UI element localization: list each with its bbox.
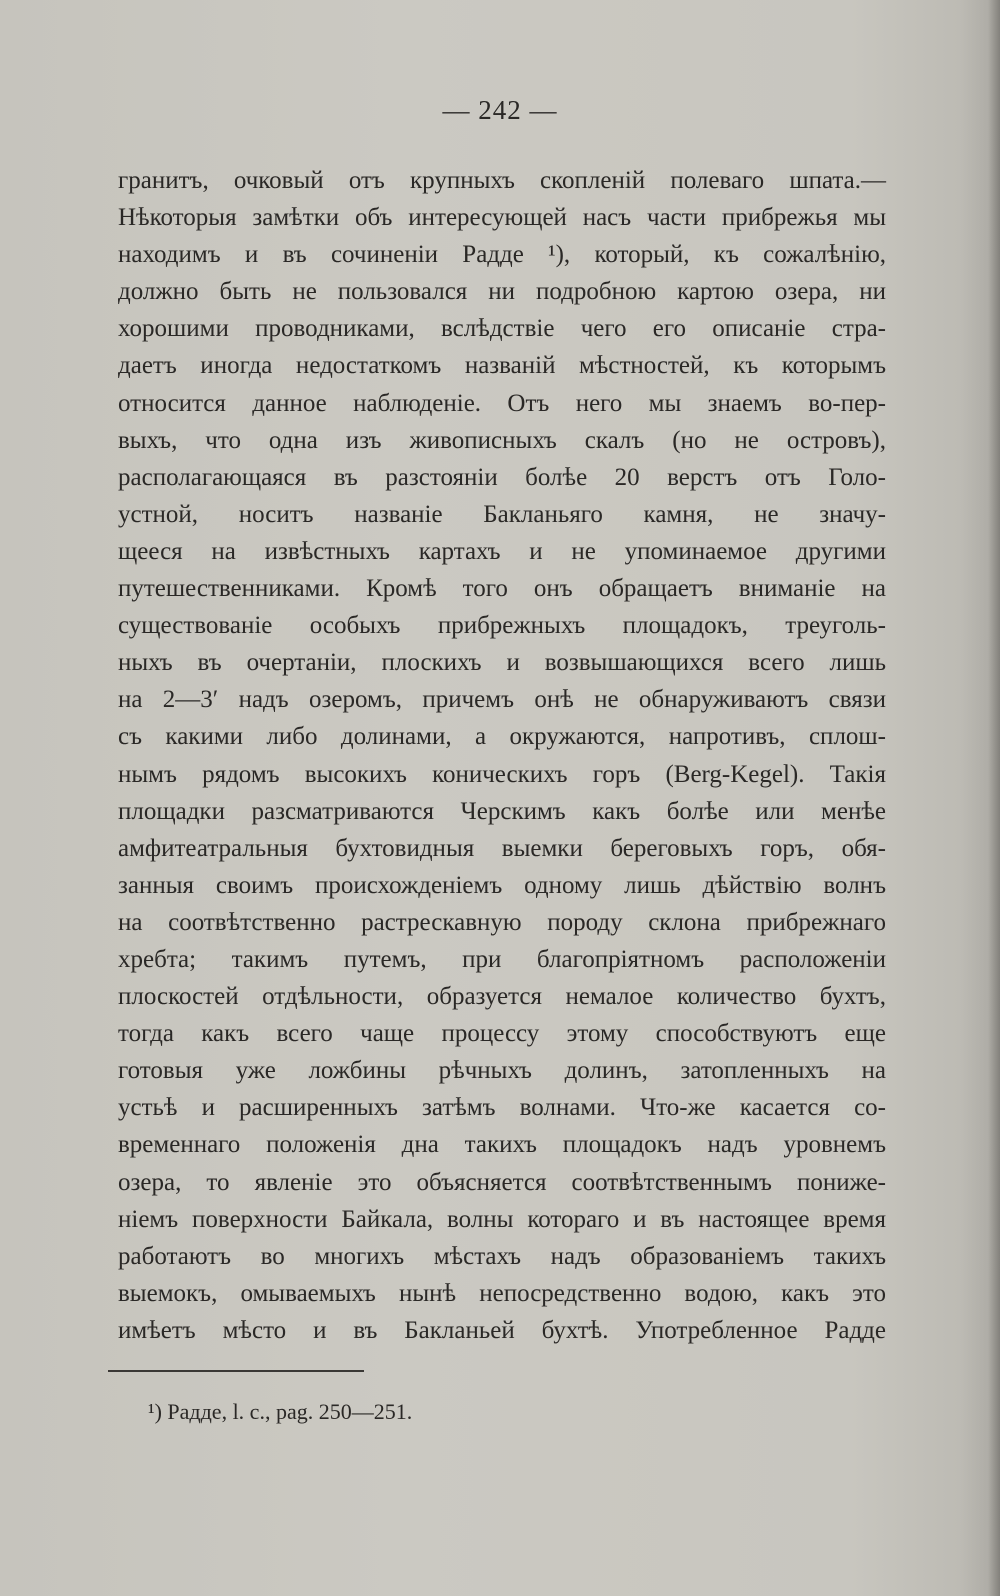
text-line: тогда какъ всего чаще процессу этому способствуютъ еще <box>118 1020 886 1048</box>
text-line: работаютъ во многихъ мѣстахъ надъ образованіемъ такихъ <box>118 1242 886 1270</box>
text-line: озера, то явленіе это объясняется соотвѣтственнымъ пониже- <box>118 1168 886 1196</box>
text-line: щееся на извѣстныхъ картахъ и не упоминаемое другими <box>118 537 886 565</box>
text-line: выхъ, что одна изъ живописныхъ скалъ (но не островъ), <box>118 426 886 454</box>
page-edge-shadow <box>988 0 1000 1596</box>
text-line: готовыя уже ложбины рѣчныхъ долинъ, затопленныхъ на <box>118 1057 886 1085</box>
text-line: устьѣ и расширенныхъ затѣмъ волнами. Что-же касается со- <box>118 1094 886 1122</box>
text-line: должно быть не пользовался ни подробною картою озера, ни <box>118 278 886 306</box>
text-line: занныя своимъ происхожденіемъ одному лишь дѣйствію волнъ <box>118 871 886 899</box>
text-line: хребта; такимъ путемъ, при благопріятномъ расположеніи <box>118 945 886 973</box>
text-line: плоскостей отдѣльности, образуется немалое количество бухтъ, <box>118 983 886 1011</box>
text-line: Нѣкоторыя замѣтки объ интересующей насъ части прибрежья мы <box>118 204 886 232</box>
text-line: нымъ рядомъ высокихъ коническихъ горъ (Berg-Kegel). Такія <box>118 760 886 788</box>
text-line: находимъ и въ сочиненіи Радде ¹), который, къ сожалѣнію, <box>118 241 886 269</box>
text-line: съ какими либо долинами, а окружаются, напротивъ, сплош- <box>118 723 886 751</box>
text-line: на соотвѣтственно растрескавную породу склона прибрежнаго <box>118 908 886 936</box>
text-line: устной, носитъ названіе Бакланьяго камня, не значу- <box>118 500 886 528</box>
text-line: путешественниками. Кромѣ того онъ обращаетъ вниманіе на <box>118 575 886 603</box>
text-line: гранитъ, очковый отъ крупныхъ скопленій полеваго шпата.— <box>118 167 886 194</box>
text-line: относится данное наблюденіе. Отъ него мы знаемъ во-пер- <box>118 389 886 417</box>
footnote: ¹) Радде, l. c., pag. 250—251. <box>148 1399 413 1424</box>
text-line: ныхъ въ очертаніи, плоскихъ и возвышающихся всего лишь <box>118 649 886 677</box>
text-line: площадки разсматриваются Черскимъ какъ болѣе или менѣе <box>118 797 886 825</box>
page-number: — 242 — <box>442 95 558 125</box>
text-line: существованіе особыхъ прибрежныхъ площадокъ, треуголь- <box>118 612 886 640</box>
text-line: ніемъ поверхности Байкала, волны котораго и въ настоящее время <box>118 1205 886 1233</box>
text-line: амфитеатральныя бухтовидныя выемки береговыхъ горъ, обя- <box>118 834 886 862</box>
footnote-divider <box>108 1370 364 1372</box>
text-line: выемокъ, омываемыхъ нынѣ непосредственно водою, какъ это <box>118 1279 886 1307</box>
text-line: имѣетъ мѣсто и въ Бакланьей бухтѣ. Употребленное Радде <box>118 1316 886 1344</box>
text-line: даетъ иногда недостаткомъ названій мѣстностей, къ которымъ <box>118 352 886 380</box>
body-text <box>118 162 886 1349</box>
text-line: на 2—3′ надъ озеромъ, причемъ онѣ не обнаруживаютъ связи <box>118 686 886 714</box>
text-line: хорошими проводниками, вслѣдствіе чего его описаніе стра- <box>118 315 886 343</box>
text-line: временнаго положенія дна такихъ площадокъ надъ уровнемъ <box>118 1131 886 1159</box>
text-line: располагающаяся въ разстояніи болѣе 20 верстъ отъ Голо- <box>118 463 886 491</box>
